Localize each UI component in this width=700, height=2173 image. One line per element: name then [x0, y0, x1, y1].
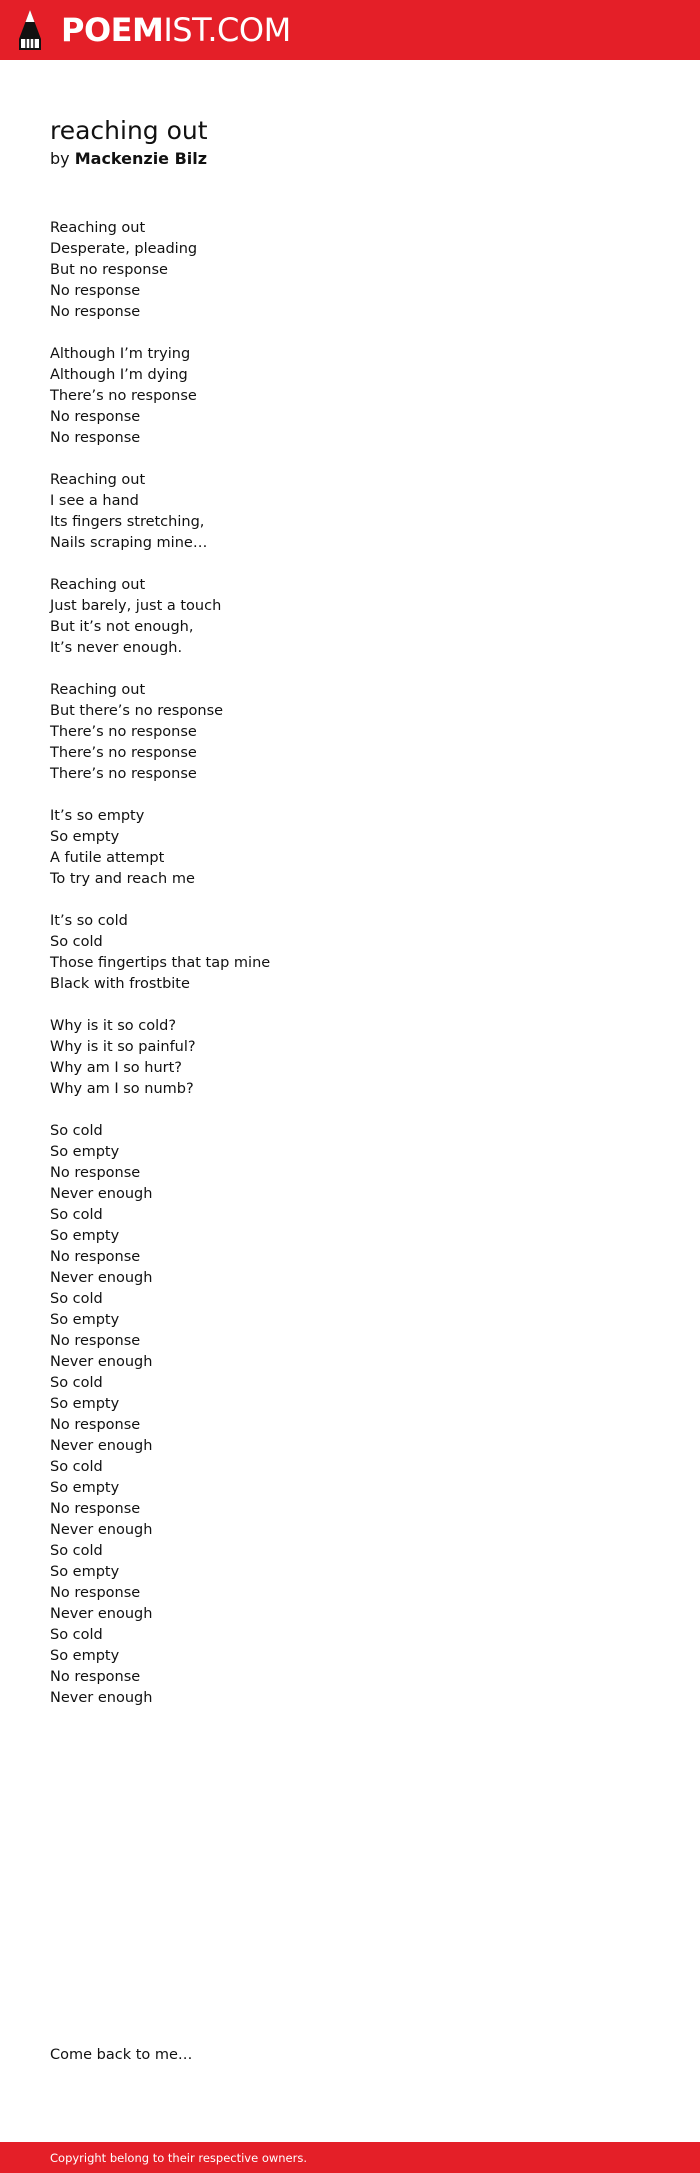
poem-line: So empty — [50, 1144, 120, 1160]
site-logo-text — [61, 9, 291, 51]
poem-line: No response — [50, 1417, 141, 1433]
poem-title: reaching out — [50, 116, 208, 145]
poem-line: No response — [50, 1333, 141, 1349]
poem-body — [50, 218, 650, 1730]
poem-line: Reaching out — [50, 577, 146, 593]
poem-line: Nails scraping mine… — [50, 535, 208, 551]
site-footer — [0, 2142, 700, 2173]
poem-line: But no response — [50, 262, 168, 278]
poem-line: So empty — [50, 1564, 120, 1580]
logo-text-bold: POEM — [61, 11, 164, 49]
poem-line: So cold — [50, 1291, 103, 1307]
poem-line: Never enough — [50, 1270, 153, 1286]
poem-line: So empty — [50, 1480, 120, 1496]
poem-line: Never enough — [50, 1606, 153, 1622]
poem-line: No response — [50, 1249, 141, 1265]
poem-stanza — [50, 344, 650, 449]
poem-stanza — [50, 1121, 650, 1709]
poem-line: Reaching out — [50, 682, 146, 698]
poem-line: No response — [50, 1669, 141, 1685]
poem-final-line: Come back to me… — [50, 2047, 193, 2063]
pencil-tip-icon — [18, 9, 42, 51]
poem-line: But there’s no response — [50, 703, 224, 719]
poem-line: To try and reach me — [50, 871, 195, 887]
poem-line: Reaching out — [50, 220, 146, 236]
poem-line: Never enough — [50, 1186, 153, 1202]
poem-line: So cold — [50, 1543, 103, 1559]
poem-line: There’s no response — [50, 724, 197, 740]
poem-line: So empty — [50, 829, 120, 845]
poem-line: So empty — [50, 1312, 120, 1328]
poem-line: Black with frostbite — [50, 976, 190, 992]
poem-line: So cold — [50, 1375, 103, 1391]
poem-line: Just barely, just a touch — [50, 598, 222, 614]
poem-line: So cold — [50, 1207, 103, 1223]
byline-prefix: by — [50, 149, 70, 168]
poem-line: Never enough — [50, 1354, 153, 1370]
poem-line: It’s never enough. — [50, 640, 183, 656]
poem-line: No response — [50, 1501, 141, 1517]
poem-stanza — [50, 911, 650, 995]
poem-line: There’s no response — [50, 745, 197, 761]
poem-line: Why is it so cold? — [50, 1018, 177, 1034]
poem-line: Those fingertips that tap mine — [50, 955, 271, 971]
poem-line: So empty — [50, 1396, 120, 1412]
poem-stanza — [50, 1016, 650, 1100]
poem-stanza — [50, 218, 650, 323]
poem-line: Desperate, pleading — [50, 241, 198, 257]
poem-byline — [50, 147, 207, 171]
poem-line: So cold — [50, 934, 103, 950]
poem-line: Why am I so hurt? — [50, 1060, 182, 1076]
poem-line: No response — [50, 409, 141, 425]
poem-line: It’s so empty — [50, 808, 145, 824]
poem-line: But it’s not enough, — [50, 619, 194, 635]
site-logo[interactable] — [18, 9, 291, 51]
poem-line: Although I’m dying — [50, 367, 188, 383]
poem-stanza — [50, 806, 650, 890]
poem-line: Never enough — [50, 1690, 153, 1706]
poem-line: Reaching out — [50, 472, 146, 488]
poem-line: Its fingers stretching, — [50, 514, 205, 530]
poem-line: There’s no response — [50, 388, 197, 404]
poem-line: No response — [50, 283, 141, 299]
poem-stanza — [50, 470, 650, 554]
poem-line: There’s no response — [50, 766, 197, 782]
poem-stanza — [50, 575, 650, 659]
poem-line: No response — [50, 430, 141, 446]
poem-line: It’s so cold — [50, 913, 128, 929]
poem-line: So cold — [50, 1123, 103, 1139]
poem-line: Why is it so painful? — [50, 1039, 196, 1055]
site-header — [0, 0, 700, 60]
poem-line: So cold — [50, 1459, 103, 1475]
poem-line: No response — [50, 1585, 141, 1601]
poem-line: So cold — [50, 1627, 103, 1643]
poem-line: A futile attempt — [50, 850, 165, 866]
copyright-notice: Copyright belong to their respective owners. — [50, 2151, 308, 2165]
logo-text-light: IST.COM — [163, 11, 291, 49]
poem-line: I see a hand — [50, 493, 139, 509]
poem-line: Although I’m trying — [50, 346, 191, 362]
poem-line: Never enough — [50, 1522, 153, 1538]
poem-line: No response — [50, 304, 141, 320]
poem-line: No response — [50, 1165, 141, 1181]
poem-line: Never enough — [50, 1438, 153, 1454]
poem-line: So empty — [50, 1648, 120, 1664]
author-name[interactable]: Mackenzie Bilz — [74, 149, 208, 168]
poem-line: So empty — [50, 1228, 120, 1244]
poem-stanza — [50, 680, 650, 785]
poem-line: Why am I so numb? — [50, 1081, 194, 1097]
